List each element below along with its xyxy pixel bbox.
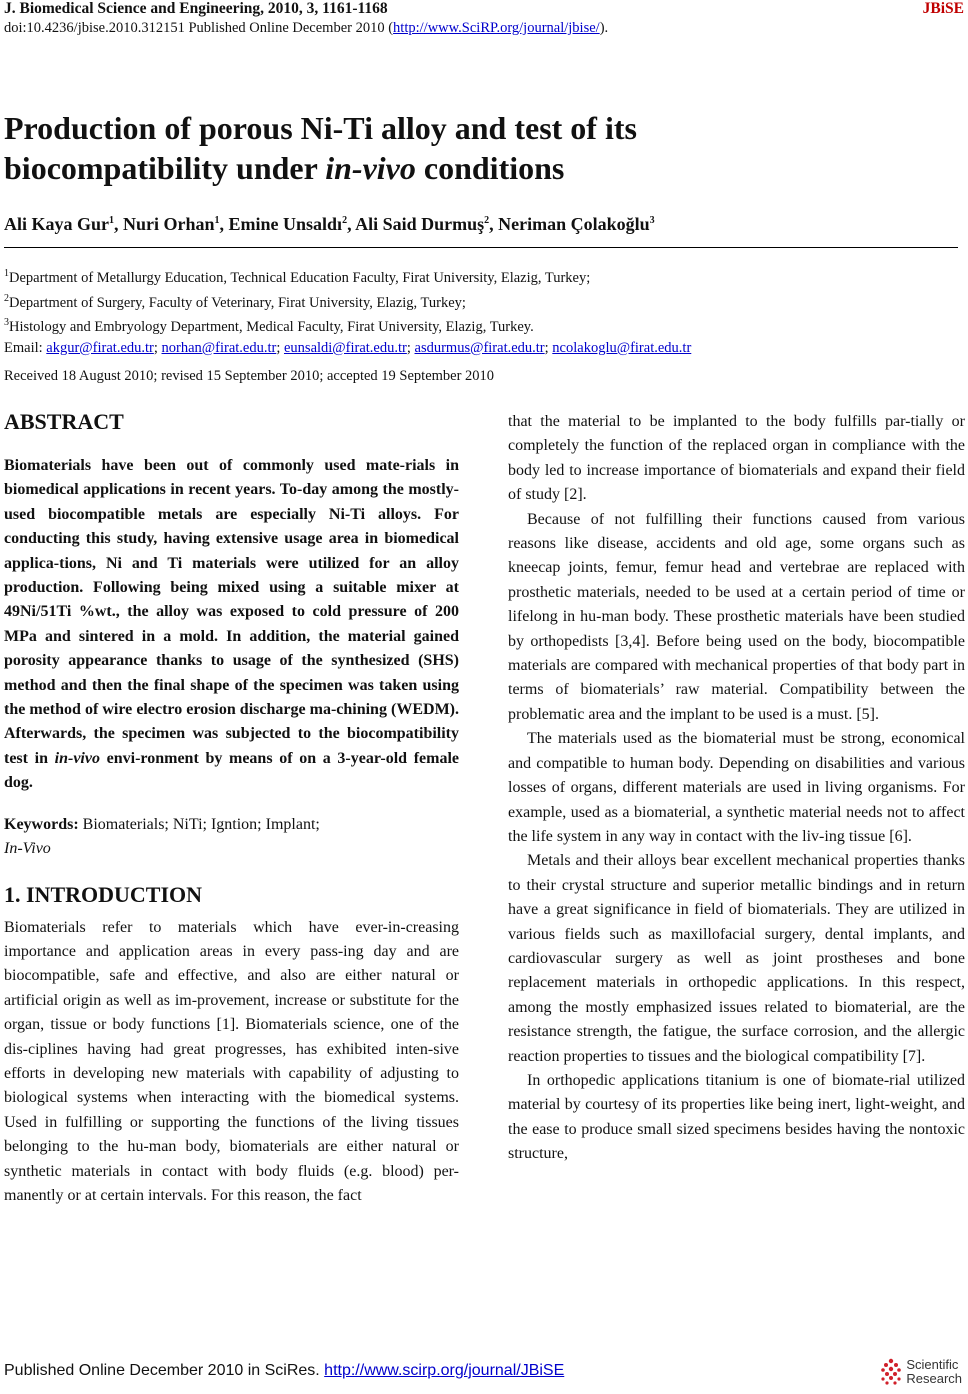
footer-journal-link[interactable]: http://www.scirp.org/journal/JBiSE xyxy=(324,1362,565,1379)
journal-abbreviation: JBiSE xyxy=(922,0,964,17)
keywords xyxy=(4,813,459,862)
abstract-italic: in-vivo xyxy=(54,749,100,767)
email-links xyxy=(46,340,691,356)
affiliations xyxy=(4,264,954,359)
intro-paragraph-5: In orthopedic applications titanium is one of biomate-rial utilized material by courtesy of its properties like being inert, light-weight, and the ease to produce small sized specimens besides having the nontoxic structure, xyxy=(508,1071,965,1163)
author-separator: , xyxy=(114,214,124,234)
email-link[interactable]: norhan@firat.edu.tr xyxy=(161,339,277,356)
title-line-2-pre: biocompatibility under xyxy=(4,150,326,186)
title-italic: in-vivo xyxy=(325,150,416,186)
keywords-italic: In-Vivo xyxy=(4,840,51,858)
abstract-heading: ABSTRACT xyxy=(4,409,124,434)
abstract-text xyxy=(4,454,459,796)
scientific-research-logo-icon xyxy=(879,1358,903,1386)
affiliation-item xyxy=(4,313,954,338)
intro-paragraph-3: The materials used as the biomaterial must be strong, economical and compatible to human body. Depending on disabilities and various losses of organs, different materials are used in living organisms. For example, used as a biomaterial, a synthetic material needs not to affect the life system in any way in contact with the liv-ing tissue [6]. xyxy=(508,730,965,845)
doi-prefix: doi:10.4236/jbise.2010.312151 Published Online December 2010 ( xyxy=(4,20,394,36)
email-separator: ; xyxy=(276,339,284,356)
author-affiliation-number: 2 xyxy=(342,215,348,226)
introduction-heading: 1. INTRODUCTION xyxy=(4,881,203,907)
email-separator: ; xyxy=(153,339,162,356)
title-line-2 xyxy=(4,148,904,188)
affiliation-number: 1 xyxy=(4,268,9,279)
affiliation-text: Department of Surgery, Faculty of Veterinary, Firat University, Elazig, Turkey; xyxy=(9,294,466,311)
intro-paragraph-1-continued: that the material to be implanted to the body fulfills par-tially or completely the function of the replaced organ in compliance with the body led to increase importance of biomaterials and expand their field of study [2]. xyxy=(508,413,965,504)
affiliation-item xyxy=(4,289,954,314)
email-link[interactable]: asdurmus@firat.edu.tr xyxy=(414,339,545,356)
title-divider xyxy=(4,247,958,248)
intro-paragraph-4: Metals and their alloys bear excellent mechanical properties thanks to their crystal structure and superior metallic bindings and in return have a great significance in field of biomaterials. They are utilized in various fields such as maxillofacial surgery, dental implants, and cardiovascular surgery as well as joint prostheses and bone replacement materials in orthopedic applications. In this respect, among the mostly emphasized issues related to biomaterial, are the resistance strength, the fatigue, the surface corrosion, and the allergic reaction properties to tissues and the biological compatibility [7]. xyxy=(508,852,965,1065)
email-link[interactable]: eunsaldi@firat.edu.tr xyxy=(283,339,407,356)
footer-text xyxy=(4,1362,564,1380)
author-list xyxy=(4,214,954,235)
affiliation-number: 3 xyxy=(4,317,9,329)
logo-text xyxy=(906,1358,962,1386)
author-separator: , xyxy=(219,214,229,234)
author-name: Emine Unsaldı xyxy=(228,214,343,234)
logo-line-1: Scientific xyxy=(906,1357,959,1372)
author-name: Nuri Orhan xyxy=(123,214,215,234)
email-link[interactable]: akgur@firat.edu.tr xyxy=(46,339,154,356)
author-separator: , xyxy=(489,214,499,234)
author-affiliation-number: 2 xyxy=(484,215,490,226)
email-separator: ; xyxy=(544,339,553,356)
author-separator: , xyxy=(347,214,356,234)
author-affiliation-number: 3 xyxy=(649,215,655,226)
journal-url-link[interactable]: http://www.SciRP.org/journal/jbise/ xyxy=(393,20,600,36)
affiliation-text: Histology and Embryology Department, Medical Faculty, Firat University, Elazig, Turkey. xyxy=(9,319,534,336)
affiliation-item xyxy=(4,264,954,289)
author-name: Ali Said Durmuş xyxy=(355,214,485,234)
email-separator: ; xyxy=(406,339,415,356)
intro-paragraph-1: Biomaterials refer to materials which have ever-in-creasing importance and application areas in every pass-ing day and are biocompatible, safe and effective, and also are either natural or artificial origin as well as im-provement, increase or substitute for the organ, tissue or body functions [1]. Biomaterials science, one of the dis-ciplines having had great progresses, has exhibited inten-sive efforts in developing new materials with capability of adjusting to biological systems when interacting with the biomedical systems. Used in fulfilling or supporting the functions of the living tissues belonging to the hu-man body, biomaterials are either natural or synthetic materials in contact with body fluids (e.g. blood) per-manently or at certain intervals. For this reason, the fact xyxy=(4,918,459,1204)
intro-paragraph-2: Because of not fulfilling their functions caused from various reasons like disease, accidents and old age, some organs such as kneecap joints, femur, femur head and vertebrae are replaced with prosthetic materials, needed to be used at a certain period of time or lifelong in hu-man body. These prosthetic materials have been studied by orthopedists [3,4]. Before being used on the body, biocompatible materials are compared with mechanical properties of that body part in terms of biomaterials’ raw material. Compatibility between the problematic area and the implant to be used is a must. [5]. xyxy=(508,510,965,723)
logo-line-2: Research xyxy=(906,1371,962,1386)
abstract-text-pre: Biomaterials have been out of commonly used mate-rials in biomedical applications in recent years. To-day among the mostly-used biocompatible metals are especially Ni-Ti alloys. For conducting this study, having extensive usage area in biomedical applica-tions, Ni and Ti materials were utilized for an alloy production. Following being mixed using a suitable mixer at 49Ni/51Ti %wt., the alloy was exposed to cold pressure of 200 MPa and sintered in a mold. In addition, the material gained porosity appearance thanks to usage of the synthesized (SHS) method and then the final shape of the specimen was taken using the method of wire electro erosion discharge ma-chining (WEDM). Afterwards, the specimen was subjected to the biocompatibility test in xyxy=(4,457,459,767)
author-name: Ali Kaya Gur xyxy=(4,214,110,234)
abstract-text-post: envi-ronment by means of on a 3-year-old female dog. xyxy=(4,749,460,792)
affiliation-number: 2 xyxy=(4,292,9,304)
author-affiliation-number: 1 xyxy=(109,215,115,226)
keywords-text: Biomaterials; NiTi; Igntion; Implant; xyxy=(78,815,320,833)
email-line xyxy=(4,338,954,359)
affiliation-list xyxy=(4,264,954,338)
author-affiliation-number: 1 xyxy=(214,215,220,226)
received-dates: Received 18 August 2010; revised 15 September 2010; accepted 19 September 2010 xyxy=(4,368,495,384)
left-column xyxy=(4,407,459,1208)
publisher-logo xyxy=(879,1358,962,1386)
footer-label: Published Online December 2010 in SciRes. xyxy=(4,1362,325,1379)
email-label: Email: xyxy=(4,339,47,356)
paper-title xyxy=(4,108,904,188)
keywords-label: Keywords: xyxy=(4,815,79,833)
author-name: Neriman Çolakoğlu xyxy=(498,214,650,234)
affiliation-text: Department of Metallurgy Education, Technical Education Faculty, Firat University, Elazig, Turkey; xyxy=(9,269,591,286)
right-column xyxy=(508,410,965,1167)
journal-citation: J. Biomedical Science and Engineering, 2010, 3, 1161-1168 xyxy=(4,0,388,17)
title-line-1: Production of porous Ni-Ti alloy and test of its xyxy=(4,110,637,146)
email-link[interactable]: ncolakoglu@firat.edu.tr xyxy=(552,339,692,356)
doi-line xyxy=(4,20,608,37)
doi-suffix: ). xyxy=(599,20,609,36)
title-line-2-post: conditions xyxy=(415,150,565,186)
